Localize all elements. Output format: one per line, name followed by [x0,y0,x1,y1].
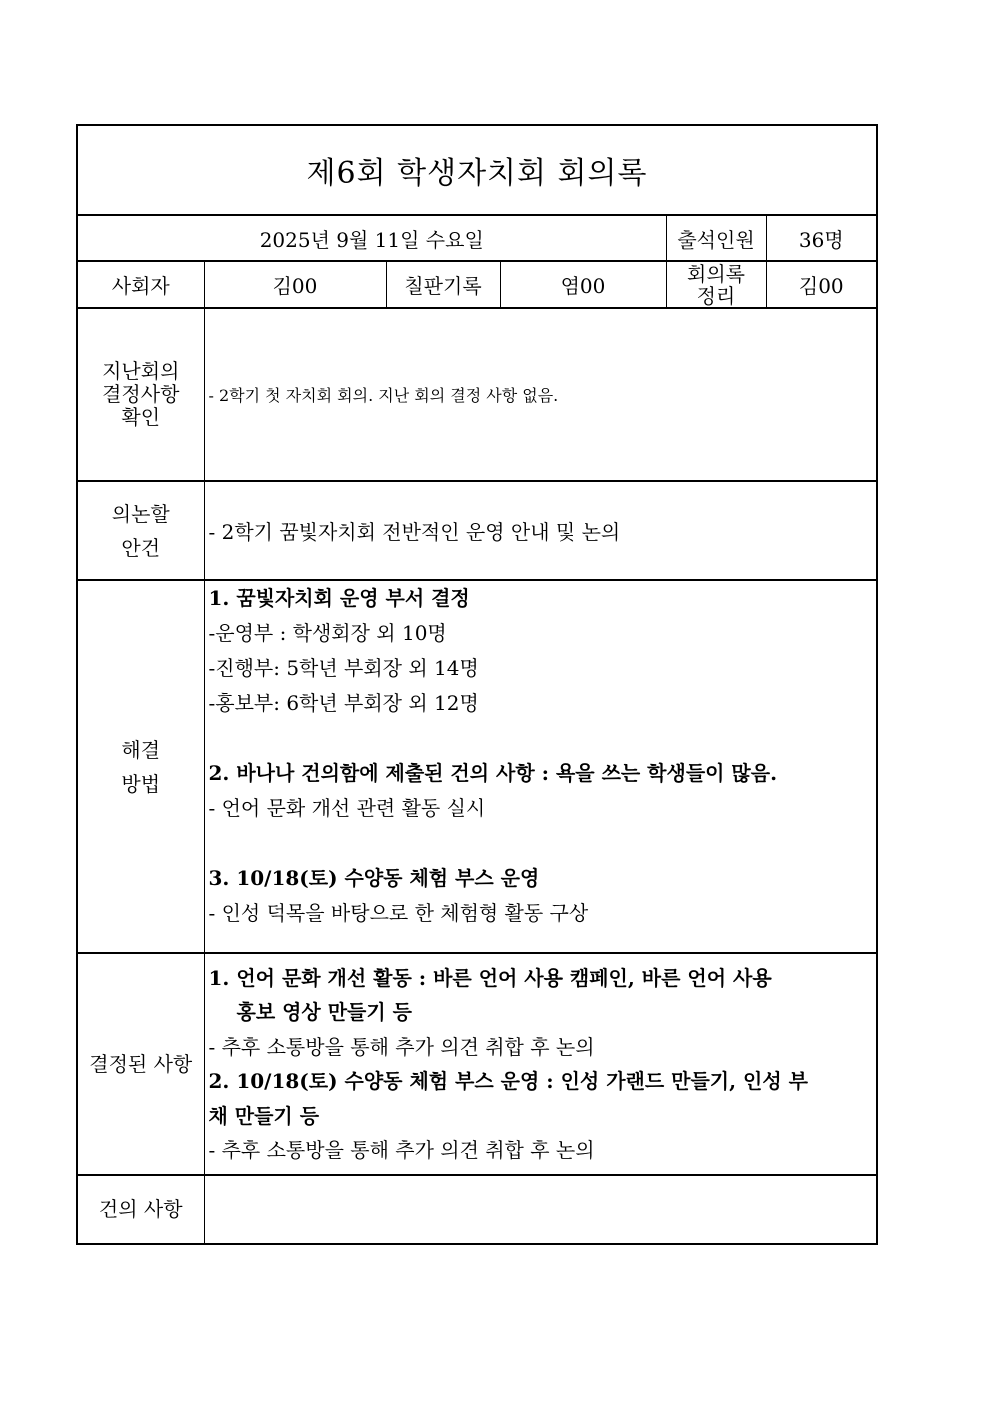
method-heading-2: 2. 바나나 건의함에 제출된 건의 사항 : 욕을 쓰는 학생들이 많음. [208,761,778,785]
meeting-date: 2025년 9월 11일 수요일 [77,215,666,261]
label-line: 안건 [121,535,161,560]
suggestions-label: 건의 사항 [77,1175,204,1244]
decided-note: - 추후 소통방을 통해 추가 의견 취합 후 논의 [208,1138,595,1162]
meeting-minutes-document [76,124,876,1245]
minutes-organizer-label [666,261,766,308]
method-line: -진행부: 5학년 부회장 외 14명 [208,656,479,680]
method-line: - 인성 덕목을 바탕으로 한 체험형 활동 구상 [208,901,589,925]
decided-items-content [204,953,877,1175]
label-line: 의논할 [111,501,170,526]
label-line: 지난회의 [102,359,180,383]
chair-value: 김00 [204,261,386,308]
label-line: 해결 [121,737,161,762]
board-record-value: 염00 [500,261,666,308]
spacer [209,826,877,861]
decided-item-1: 1. 언어 문화 개선 활동 : 바른 언어 사용 캠페인, 바른 언어 사용 [208,965,772,990]
attendance-value: 36명 [766,215,877,261]
minutes-organizer-label-line1: 회의록 [687,261,745,286]
decided-item-2: 2. 10/18(토) 수양동 체험 부스 운영 : 인성 가랜드 만들기, 인성 부 [208,1069,808,1093]
previous-decisions-content: - 2학기 첫 자치회 회의. 지난 회의 결정 사항 없음. [204,308,877,481]
agenda-content: - 2학기 꿈빛자치회 전반적인 운영 안내 및 논의 [204,481,877,580]
solution-method-label [77,580,204,953]
document-title: 제6회 학생자치회 회의록 [77,125,877,215]
decided-item-2-cont: 채 만들기 등 [208,1103,320,1128]
suggestions-content [204,1175,877,1244]
solution-method-content [204,580,877,953]
agenda-label [77,481,204,580]
label-line: 결정사항 [102,382,180,406]
decided-note: - 추후 소통방을 통해 추가 의견 취합 후 논의 [208,1034,595,1059]
minutes-table [76,124,878,1245]
method-heading-3: 3. 10/18(토) 수양동 체험 부스 운영 [208,866,540,890]
decided-item-1-cont: 홍보 영상 만들기 등 [236,1000,412,1024]
board-record-label: 칠판기록 [386,261,500,308]
label-line: 확인 [121,405,161,429]
decided-items-label: 결정된 사항 [77,953,204,1175]
attendance-label: 출석인원 [666,215,766,261]
method-heading-1: 1. 꿈빛자치회 운영 부서 결정 [208,586,470,610]
method-line: - 언어 문화 개선 관련 활동 실시 [208,796,486,820]
spacer [209,721,877,756]
minutes-organizer-label-line2: 정리 [696,283,736,308]
previous-decisions-label [77,308,204,481]
label-line: 방법 [121,771,161,796]
method-line: -운영부 : 학생회장 외 10명 [208,621,447,645]
minutes-organizer-value: 김00 [766,261,877,308]
method-line: -홍보부: 6학년 부회장 외 12명 [208,691,479,715]
chair-label: 사회자 [77,261,204,308]
